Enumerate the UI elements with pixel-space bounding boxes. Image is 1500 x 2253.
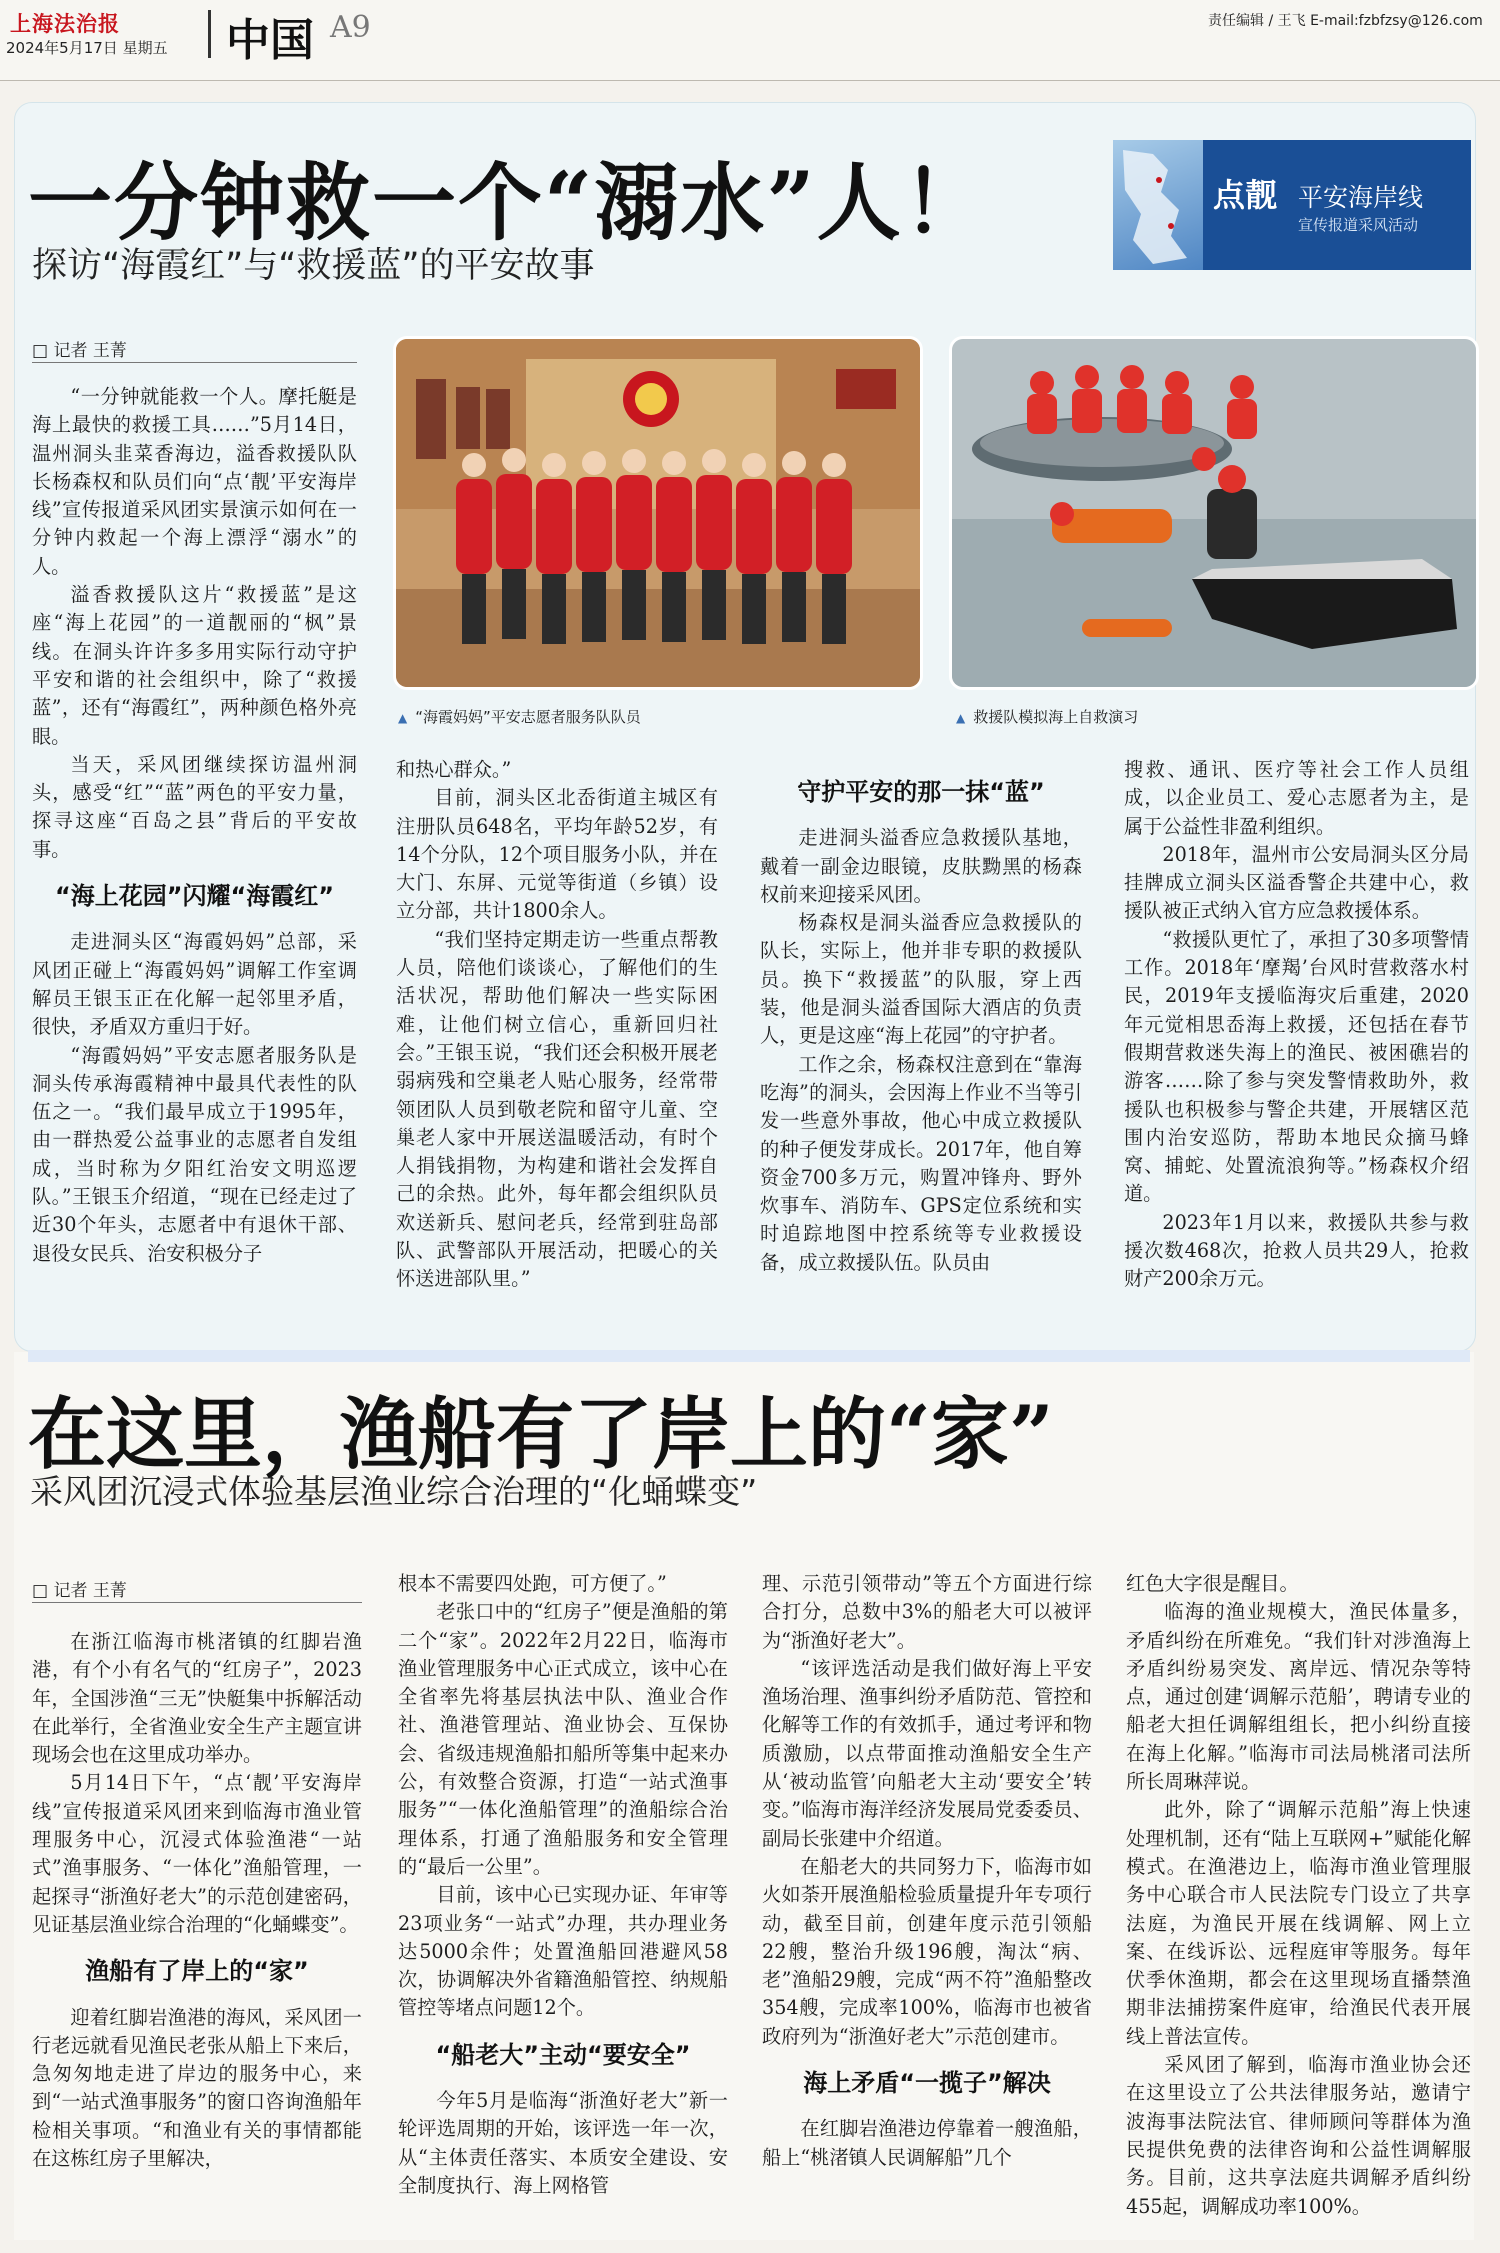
paragraph: 搜救、通讯、医疗等社会工作人员组成，以企业员工、爱心志愿者为主，是属于公益性非盈利组织。 bbox=[1124, 758, 1469, 838]
story2-subheadline: 采风团沉浸式体验基层渔业综合治理的“化蛹蝶变” bbox=[30, 1472, 758, 1511]
story1-subhead-1: “海上花园”闪耀“海霞红” bbox=[54, 882, 335, 911]
story2-subhead-2: “船老大”主动“要安全” bbox=[435, 2040, 691, 2069]
paragraph: 在浙江临海市桃渚镇的红脚岩渔港，有个小有名气的“红房子”，2023年，全国涉渔“三无”快艇集中拆解活动在此举行，全省渔业安全生产主题宣讲现场会也在这里成功举办。 bbox=[32, 1630, 362, 1767]
story1-column-1 bbox=[32, 383, 357, 1268]
paragraph: 在红脚岩渔港边停靠着一艘渔船，船上“桃渚镇人民调解船”几个 bbox=[762, 2117, 1092, 2169]
story1-reporter: □ 记者 王菁 bbox=[32, 341, 127, 361]
photo2-caption bbox=[956, 706, 1138, 727]
masthead-divider bbox=[208, 10, 211, 58]
section-title: 中国 bbox=[226, 15, 314, 66]
paragraph: 临海的渔业规模大，渔民体量多，矛盾纠纷在所难免。“我们针对涉渔海上矛盾纠纷易突发、离岸远、情况杂等特点，通过创建‘调解示范船’，聘请专业的船老大担任调解组组长，把小纠纷直接在海上化解。”临海市司法局桃渚司法所所长周琳萍说。 bbox=[1126, 1600, 1471, 1794]
byline-rule bbox=[32, 1602, 362, 1603]
caption-triangle-icon: ▲ bbox=[398, 711, 408, 725]
paragraph: 目前，该中心已实现办证、年审等23项业务“一站式”办理，共办理业务达5000余件；处置渔船回港避风58次，协调解决外省籍渔船管控、纳规船管控等堵点问题12个。 bbox=[398, 1883, 728, 2020]
story2-reporter: □ 记者 王菁 bbox=[32, 1581, 127, 1601]
paragraph: 走进洞头溢香应急救援队基地，戴着一副金边眼镜，皮肤黝黑的杨森权前来迎接采风团。 bbox=[760, 826, 1082, 906]
newspaper-logo: 上海法治报 bbox=[10, 11, 120, 36]
campaign-badge bbox=[1113, 140, 1471, 270]
story2-subhead-1: 渔船有了岸上的“家” bbox=[85, 1957, 309, 1986]
paragraph: 迎着红脚岩渔港的海风，采风团一行老远就看见渔民老张从船上下来后，急匆匆地走进了岸边的服务中心，来到“一站式渔事服务”的窗口咨询渔船年检相关事项。“和渔业有关的事情都能在这栋红房子里解决， bbox=[32, 2005, 362, 2171]
paragraph: 走进洞头区“海霞妈妈”总部，采风团正碰上“海霞妈妈”调解工作室调解员王银玉正在化解一起邻里矛盾，很快，矛盾双方重归于好。 bbox=[32, 930, 357, 1039]
section-divider-bar bbox=[28, 1350, 1470, 1362]
issue-date: 2024年5月17日 星期五 bbox=[6, 39, 168, 57]
paragraph: “救援队更忙了，承担了30多项警情工作。2018年‘摩羯’台风时营救落水村民，2019年支援临海灾后重建，2020年元觉相思岙海上救援，还包括在春节假期营救迷失海上的渔民、被困礁岩的游客……除了参与突发警情救助外，救援队也积极参与警企共建，开展辖区范围内治安巡防，帮助本地民众摘马蜂窝、捕蛇、处置流浪狗等。”杨森权介绍道。 bbox=[1124, 927, 1469, 1206]
paragraph: 杨森权是洞头溢香应急救援队的队长，实际上，他并非专职的救援队员。换下“救援蓝”的队服，穿上西装，他是洞头溢香国际大酒店的负责人，更是这座“海上花园”的守护者。 bbox=[760, 911, 1082, 1048]
story1-headline: 一分钟救一个“溺水”人！ bbox=[28, 153, 989, 252]
paragraph: “我们坚持定期走访一些重点帮教人员，陪他们谈谈心，了解他们的生活状况，帮助他们解决一些实际困难，让他们树立信心，重新回归社会。”王银玉说，“我们还会积极开展老弱病残和空巢老人贴心服务，经常带领团队人员到敬老院和留守儿童、空巢老人家中开展送温暖活动，有时个人捐钱捐物，为构建和谐社会发挥自己的余热。此外，每年都会组织队员欢送新兵、慰问老兵，经常到驻岛部队、武警部队开展活动，把暖心的关怀送进部队里。” bbox=[396, 927, 718, 1291]
paragraph: 理、示范引领带动”等五个方面进行综合打分，总数中3%的船老大可以被评为“浙渔好老大”。 bbox=[762, 1572, 1092, 1652]
story2-column-1 bbox=[32, 1628, 362, 2173]
story2-column-3 bbox=[762, 1570, 1092, 2172]
photo1-caption-text: “海霞妈妈”平安志愿者服务队队员 bbox=[415, 708, 641, 726]
story2-subhead-3: 海上矛盾“一揽子”解决 bbox=[803, 2069, 1051, 2098]
story2-column-2 bbox=[398, 1570, 728, 2200]
paragraph: 2018年，温州市公安局洞头区分局挂牌成立洞头区溢香警企共建中心，救援队被正式纳入官方应急救援体系。 bbox=[1124, 842, 1469, 923]
paragraph: 红色大字很是醒目。 bbox=[1126, 1572, 1299, 1595]
badge-title-b: 平安海岸线 bbox=[1298, 183, 1424, 212]
story1-column-3 bbox=[760, 770, 1082, 1277]
paragraph: 5月14日下午，“点‘靓’平安海岸线”宣传报道采风团来到临海市渔业管理服务中心，沉浸式体验渔港“一站式”渔事服务、“一体化”渔船管理，一起探寻“浙渔好老大”的示范创建密码，见证基层渔业综合治理的“化蛹蝶变”。 bbox=[32, 1771, 362, 1936]
volunteers-photo bbox=[393, 336, 923, 690]
paragraph: “一分钟就能救一个人。摩托艇是海上最快的救援工具……”5月14日，温州洞头韭菜香海边，溢香救援队队长杨森权和队员们向“点‘靓’平安海岸线”宣传报道采风团实景演示如何在一分钟内救起一个海上漂浮“溺水”的人。 bbox=[32, 385, 357, 578]
editor-credit: 责任编辑 / 王飞 E-mail:fzbfzsy@126.com bbox=[1208, 13, 1483, 29]
paragraph: 采风团了解到，临海市渔业协会还在这里设立了公共法律服务站，邀请宁波海事法院法官、律师顾问等群体为渔民提供免费的法律咨询和公益性调解服务。目前，这共享法庭共调解矛盾纠纷455起，调解成功率100%。 bbox=[1126, 2053, 1471, 2218]
story2-headline: 在这里，渔船有了岸上的“家” bbox=[28, 1389, 1054, 1480]
caption-triangle-icon: ▲ bbox=[956, 711, 966, 725]
paragraph: “海霞妈妈”平安志愿者服务队是洞头传承海霞精神中最具代表性的队伍之一。“我们最早成立于1995年，由一群热爱公益事业的志愿者自发组成，当时称为夕阳红治安文明巡逻队。”王银玉介绍道，“现在已经走过了近30个年头，志愿者中有退休干部、退役女民兵、治安积极分子 bbox=[32, 1043, 357, 1265]
story2-column-4 bbox=[1126, 1570, 1471, 2221]
paragraph: 今年5月是临海“浙渔好老大”新一轮评选周期的开始，该评选一年一次，从“主体责任落实、本质安全建设、安全制度执行、海上网格管 bbox=[398, 2089, 728, 2197]
photo2-caption-text: 救援队模拟海上自救演习 bbox=[973, 708, 1139, 726]
badge-subtitle: 宣传报道采风活动 bbox=[1298, 216, 1419, 234]
rescue-drill-photo bbox=[949, 336, 1479, 690]
paragraph: 根本不需要四处跑，可方便了。” bbox=[398, 1572, 667, 1595]
story1-subhead-2: 守护平安的那一抹“蓝” bbox=[797, 778, 1045, 806]
paragraph: 此外，除了“调解示范船”海上快速处理机制，还有“陆上互联网+”赋能化解模式。在渔港边上，临海市渔业管理服务中心联合市人民法院专门设立了共享法庭，为渔民开展在线调解、网上立案、在线诉讼、远程庭审等服务。每年伏季休渔期，都会在这里现场直播禁渔期非法捕捞案件庭审，给渔民代表开展线上普法宣传。 bbox=[1126, 1798, 1471, 2048]
paragraph: 2023年1月以来，救援队共参与救援次数468次，抢救人员共29人，抢救财产200余万元。 bbox=[1124, 1210, 1469, 1291]
byline-rule bbox=[32, 362, 357, 363]
paragraph: “该评选活动是我们做好海上平安渔场治理、渔事纠纷矛盾防范、管控和化解等工作的有效抓手，通过考评和物质激励，以点带面推动渔船安全生产从‘被动监管’向船老大主动‘要安全’转变。”临海市海洋经济发展局党委委员、副局长张建中介绍道。 bbox=[762, 1656, 1092, 1850]
paragraph: 溢香救援队这片“救援蓝”是这座“海上花园”的一道靓丽的“枫”景线。在洞头许许多多用实际行动守护平安和谐的社会组织中，除了“救援蓝”，还有“海霞红”，两种颜色格外亮眼。 bbox=[32, 583, 357, 748]
page-number: A9 bbox=[330, 10, 371, 45]
paragraph: 当天，采风团继续探访温州洞头，感受“红”“蓝”两色的平安力量，探寻这座“百岛之县”背后的平安故事。 bbox=[32, 752, 357, 861]
paragraph: 和热心群众。” bbox=[396, 758, 512, 781]
story1-column-2 bbox=[396, 756, 718, 1294]
paragraph: 老张口中的“红房子”便是渔船的第二个“家”。2022年2月22日，临海市渔业管理服务中心正式成立，该中心在全省率先将基层执法中队、渔业合作社、渔港管理站、渔业协会、互保协会、省级违规渔船扣船所等集中起来办公，有效整合资源，打造“一站式渔事服务”“一体化渔船管理”的渔船综合治理体系，打通了渔船服务和安全管理的“最后一公里”。 bbox=[398, 1600, 728, 1878]
paragraph: 目前，洞头区北岙街道主城区有注册队员648名，平均年龄52岁，有14个分队，12个项目服务小队，并在大门、东屏、元觉等街道（乡镇）设立分部，共计1800余人。 bbox=[396, 786, 718, 923]
badge-title-a: 点靓 bbox=[1213, 176, 1278, 214]
story1-subheadline: 探访“海霞红”与“救援蓝”的平安故事 bbox=[32, 246, 595, 286]
coast-map-image bbox=[1113, 140, 1203, 270]
masthead bbox=[0, 0, 1500, 81]
paragraph: 工作之余，杨森权注意到在“靠海吃海”的洞头，会因海上作业不当等引发一些意外事故，他心中成立救援队的种子便发芽成长。2017年，他自筹资金700多万元，购置冲锋舟、野外炊事车、消防车、GPS定位系统和实时追踪地图中控系统等专业救援设备，成立救援队伍。队员由 bbox=[760, 1052, 1082, 1274]
photo1-caption bbox=[398, 706, 641, 727]
paragraph: 在船老大的共同努力下，临海市如火如荼开展渔船检验质量提升年专项行动，截至目前，创建年度示范引领船22艘，整治升级196艘，淘汰“病、老”渔船29艘，完成“两不符”渔船整改354艘，完成率100%，临海市也被省政府列为“浙渔好老大”示范创建市。 bbox=[762, 1854, 1092, 2048]
story1-column-4 bbox=[1124, 756, 1469, 1294]
